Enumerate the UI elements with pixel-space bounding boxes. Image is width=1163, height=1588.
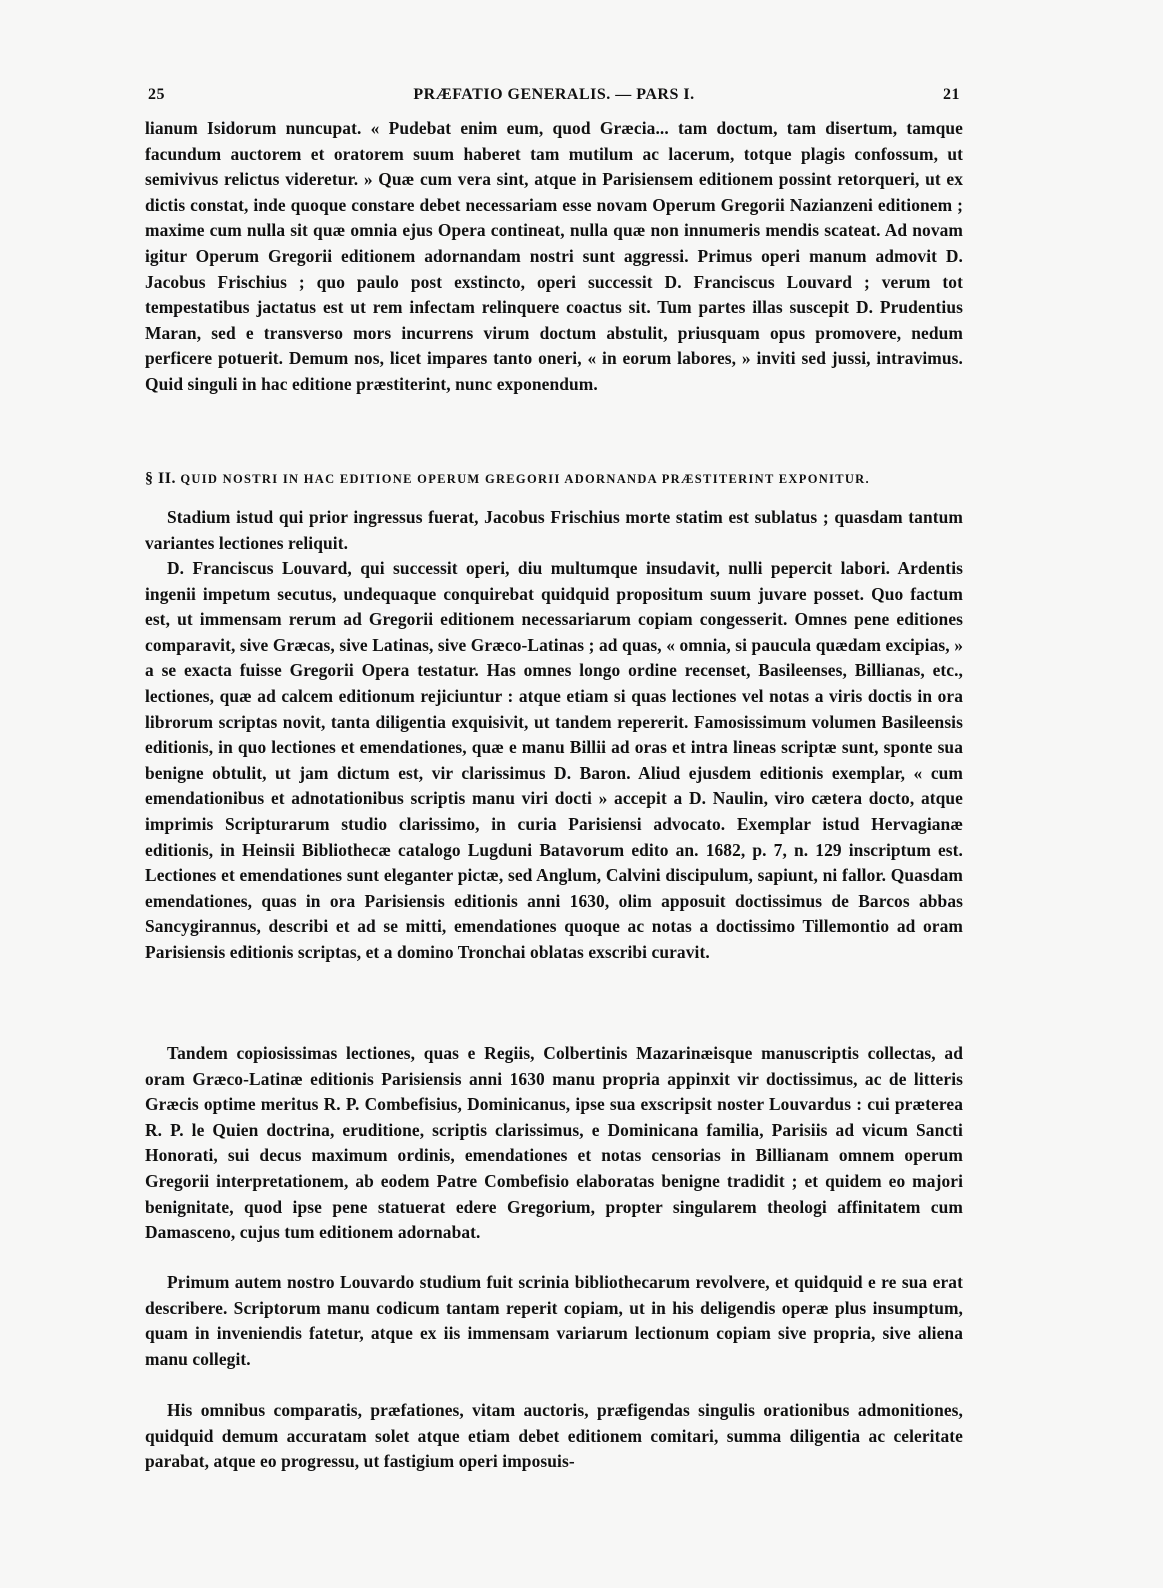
section-heading xyxy=(145,470,963,488)
paragraph-3: D. Franciscus Louvard, qui successit operi, diu multumque insudavit, nulli pepercit labori. Ardentis ingenii impetum secutus, undequaque conquirebat quidquid propositum suum juvare posset. Quo factum est, ut immensam rerum ad Gregorii editionem necessariarum copiam congesserit. Omnes pene editiones comparavit, sive Græcas, sive Latinas, sive Græco-Latinas ; ad quas, « omnia, si paucula quædam excipias, » a se exacta fuisse Gregorii Opera testatur. Has omnes longo ordine recenset, Basileenses, Billianas, etc., lectiones, quæ ad calcem editionum rejiciuntur : atque etiam si quas lectiones vel notas a viris doctis in ora librorum scriptas novit, tanta diligentia exquisivit, ut tandem repererit. Famosissimum volumen Basileensis editionis, in quo lectiones et emendationes, quæ e manu Billii ad oras et intra lineas scriptæ sunt, sponte sua benigne obtulit, ut jam dictum est, vir clarissimus D. Baron. Aliud ejusdem editionis exemplar, « cum emendationibus et adnotationibus scriptis manu viri docti » accepit a D. Naulin, viro cætera docto, atque imprimis Scripturarum studio clarissimo, in curia Parisiensi advocato. Exemplar istud Hervagianæ editionis, in Heinsii Bibliothecæ catalogo Lugduni Batavorum edito an. 1682, p. 7, n. 129 inscriptum est. Lectiones et emendationes sunt eleganter pictæ, sed Anglum, Calvini discipulum, sapiunt, ni fallor. Quasdam emendationes, quas in ora Parisiensis editionis anni 1630, olim apposuit doctissimus de Barcos abbas Sancygirannus, describi et ad se mitti, emendationes quoque ac notas a doctissimo Tillemontio ad oram Parisiensis editionis scriptas, et a domino Tronchai oblatas exscribi curavit. xyxy=(145,558,963,962)
paragraph-4: Tandem copiosissimas lectiones, quas e Regiis, Colbertinis Mazarinæisque manuscriptis collectas, ad oram Græco-Latinæ editionis Parisiensis anni 1630 manu propria appinxit vir doctissimus, ac de litteris Græcis optime meritus R. P. Combefisius, Dominicanus, ipse sua exscripsit noster Louvardus : cui præterea R. P. le Quien doctrina, eruditione, scriptis clarissimus, e Dominicana familia, Parisiis ad vicum Sancti Honorati, sui decus maximum ordinis, emendationes et notas censorias in Billianam omnem operum Gregorii interpretationem, ab eodem Patre Combefisio elaboratas benigne tradidit ; et quidem eo majori benignitate, quod ipse pene statuerat edere Gregorium, propter singularem theologi affinitatem cum Damasceno, cujus tum editionem adornabat. xyxy=(145,1043,963,1243)
header-left-mark: 25 xyxy=(148,86,165,103)
paragraph-6: His omnibus comparatis, præfationes, vitam auctoris, præfigendas singulis orationibus admonitiones, quidquid demum accuratam solet atque etiam debet editionem comitari, summa diligentia ac celeritate parabat, atque eo progressu, ut fastigium operi imposuis- xyxy=(145,1400,963,1472)
paragraph-5: Primum autem nostro Louvardo studium fuit scrinia bibliothecarum revolvere, et quidquid e re sua erat describere. Scriptorum manu codicum tantam reperit copiam, ut in his deligendis operæ plus insumptum, quam in inveniendis fatetur, atque ex iis immensam variarum lectionum copiam sive propria, sive aliena manu collegit. xyxy=(145,1272,963,1369)
running-header xyxy=(148,86,960,112)
paragraph-1: lianum Isidorum nuncupat. « Pudebat enim eum, quod Græcia... tam doctum, tam disertum, tamque facundum auctorem et oratorem suum haberet tam mutilum ac lacerum, totque plagis confossum, ut semivivus relictus videretur. » Quæ cum vera sint, atque in Parisiensem editionem possint retorqueri, ut ex dictis constat, inde quoque constare debet necessariam esse novam Operum Gregorii Nazianzeni editionem ; maxime cum nulla sit quæ omnia ejus Opera contineat, nulla quæ non innumeris mendis scateat. Ad novam igitur Operum Gregorii editionem adornandam nostri sunt aggressi. Primus operi manum admovit D. Jacobus Frischius ; quo paulo post exstincto, operi successit D. Franciscus Louvard ; verum tot tempestatibus jactatus est ut rem infectam relinquere coactus sit. Tum partes illas suscepit D. Prudentius Maran, sed e transverso mors incurrens virum doctum abstulit, priusquam opus promovere, nedum perficere potuerit. Demum nos, licet impares tanto oneri, « in eorum labores, » inviti sed jussi, intravimus. Quid singuli in hac editione præstiterint, nunc exponendum. xyxy=(145,118,963,394)
paragraph-2: Stadium istud qui prior ingressus fuerat, Jacobus Frischius morte statim est sublatus ; quasdam tantum variantes lectiones reliquit. xyxy=(145,507,963,553)
section-number: § II. xyxy=(145,470,176,487)
header-title: PRÆFATIO GENERALIS. — PARS I. xyxy=(413,86,695,103)
section-heading-text: QUID NOSTRI IN HAC EDITIONE OPERUM GREGORII ADORNANDA PRÆSTITERINT EXPONITUR. xyxy=(180,472,870,486)
page-number: 21 xyxy=(943,86,960,103)
